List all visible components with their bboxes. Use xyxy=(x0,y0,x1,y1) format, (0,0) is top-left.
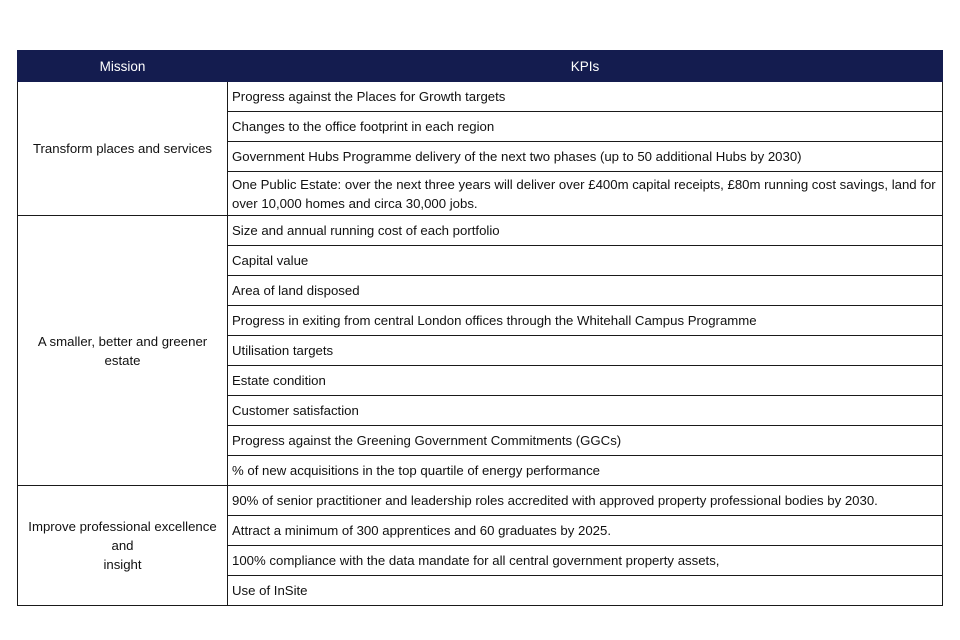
kpi-cell: Size and annual running cost of each portfolio xyxy=(228,216,943,246)
kpi-cell: Progress in exiting from central London offices through the Whitehall Campus Programme xyxy=(228,306,943,336)
header-mission: Mission xyxy=(18,51,228,82)
table-row xyxy=(18,216,943,246)
kpi-cell: Government Hubs Programme delivery of the next two phases (up to 50 additional Hubs by 2030) xyxy=(228,142,943,172)
kpi-cell: One Public Estate: over the next three years will deliver over £400m capital receipts, £80m running cost savings, land for over 10,000 homes and circa 30,000 jobs. xyxy=(228,172,943,216)
kpi-cell: Utilisation targets xyxy=(228,336,943,366)
kpi-cell: Progress against the Greening Government Commitments (GGCs) xyxy=(228,426,943,456)
kpi-cell: % of new acquisitions in the top quartile of energy performance xyxy=(228,456,943,486)
kpi-cell: Progress against the Places for Growth targets xyxy=(228,82,943,112)
kpi-cell: Customer satisfaction xyxy=(228,396,943,426)
kpi-cell: Attract a minimum of 300 apprentices and 60 graduates by 2025. xyxy=(228,516,943,546)
kpi-cell: 100% compliance with the data mandate for all central government property assets, xyxy=(228,546,943,576)
kpi-cell: 90% of senior practitioner and leadership roles accredited with approved property professional bodies by 2030. xyxy=(228,486,943,516)
table-row xyxy=(18,486,943,516)
kpi-cell: Capital value xyxy=(228,246,943,276)
kpi-cell: Area of land disposed xyxy=(228,276,943,306)
mission-transform-places: Transform places and services xyxy=(18,82,228,216)
mission-professional-excellence: Improve professional excellence and insight xyxy=(18,486,228,606)
kpi-cell: Use of InSite xyxy=(228,576,943,606)
mission-smaller-estate: A smaller, better and greener estate xyxy=(18,216,228,486)
kpi-cell: Changes to the office footprint in each region xyxy=(228,112,943,142)
header-row xyxy=(18,51,943,82)
header-kpis: KPIs xyxy=(228,51,943,82)
mission-kpi-table xyxy=(17,50,943,606)
kpi-cell: Estate condition xyxy=(228,366,943,396)
table-row xyxy=(18,82,943,112)
